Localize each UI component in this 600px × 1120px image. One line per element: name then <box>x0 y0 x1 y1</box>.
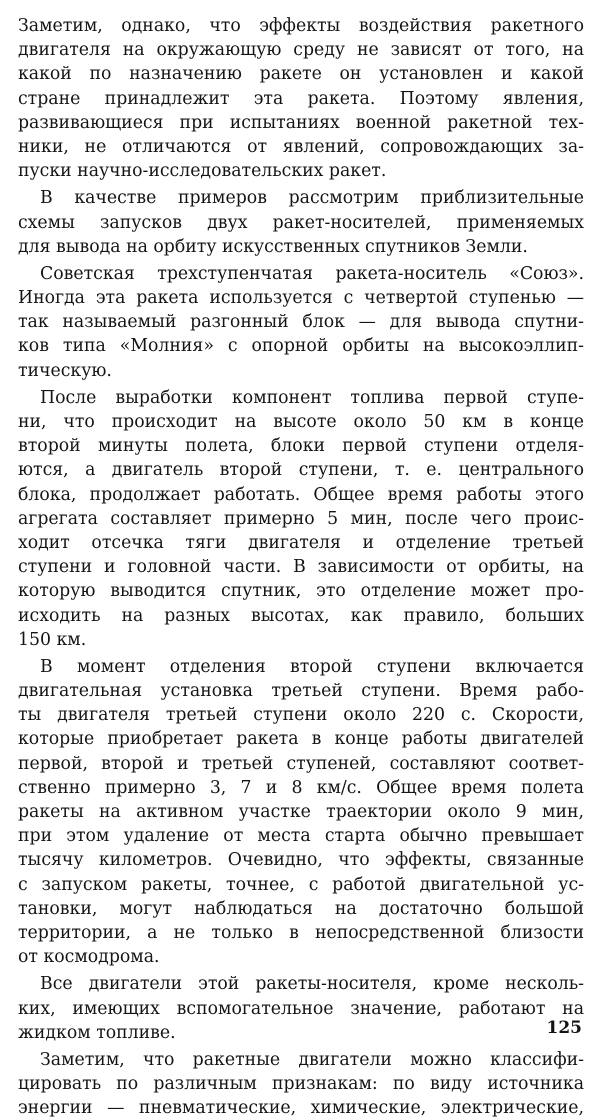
text-line: Заметим, однако, что эффекты воздействия ракетного <box>18 16 584 36</box>
text-line: которые приобретает ракета в конце работы двигателей <box>18 729 584 750</box>
text-line: тысячу километров. Очевидно, что эффекты, связанные <box>18 850 584 871</box>
text-line: с запуском ракеты, точнее, с работой двигательной ус- <box>18 874 584 895</box>
text-line: ких, имеющих вспомогательное значение, работают на <box>18 998 584 1019</box>
text-line: ракеты на активном участке траектории около 9 мин, <box>18 802 584 822</box>
text-line: В момент отделения второй ступени включается <box>40 656 584 677</box>
text-line: развивающиеся при испытаниях военной ракетной тех- <box>18 112 584 133</box>
text-line: 150 км. <box>18 629 87 650</box>
text-line: Советская трехступенчатая ракета-носитель «Союз». <box>40 263 584 284</box>
text-line: Иногда эта ракета используется с четвертой ступенью — <box>18 288 584 309</box>
text-line: стране принадлежит эта ракета. Поэтому явления, <box>18 88 584 109</box>
text-line: схемы запусков двух ракет-носителей, применяемых <box>18 212 584 233</box>
text-line: тановки, могут наблюдаться на достаточно большой <box>18 898 584 919</box>
text-line: ты двигателя третьей ступени около 220 с. Скорости, <box>18 705 584 726</box>
text-line: Все двигатели этой ракеты-носителя, кроме несколь- <box>40 974 584 995</box>
paragraph <box>18 655 584 969</box>
text-line: ники, не отличаются от явлений, сопровождающих за- <box>18 136 584 157</box>
text-line: В качестве примеров рассмотрим приблизительные <box>40 188 584 209</box>
text-line: двигателя на окружающую среду не зависят от того, на <box>18 40 584 61</box>
text-line: ков типа «Молния» с опорной орбиты на высокоэллип- <box>18 336 584 357</box>
text-line: при этом удаление от места старта обычно превышает <box>18 826 584 847</box>
text-line: исходить на разных высотах, как правило, больших <box>18 605 584 626</box>
text-line: от космодрома. <box>18 947 160 968</box>
paragraph <box>18 14 584 183</box>
text-line: какой по назначению ракете он установлен и какой <box>18 64 584 85</box>
text-line: ни, что происходит на высоте около 50 км в конце <box>18 412 584 432</box>
text-line: ственно примерно 3, 7 и 8 км/с. Общее время полета <box>18 777 584 798</box>
text-line: После выработки компонент топлива первой ступе- <box>40 387 584 408</box>
page-text <box>18 14 584 1120</box>
text-line: так называемый разгонный блок — для вывода спутни- <box>18 312 584 333</box>
paragraph <box>18 972 584 1045</box>
text-line: ступени и головной части. В зависимости от орбиты, на <box>18 557 584 578</box>
text-line: ются, а двигатель второй ступени, т. е. центрального <box>18 460 584 481</box>
text-line: цировать по различным признакам: по виду источника <box>18 1074 584 1095</box>
text-line: тическую. <box>18 360 112 381</box>
paragraph <box>18 1048 584 1120</box>
text-line: для вывода на орбиту искусственных спутников Земли. <box>18 236 528 257</box>
text-line: первой, второй и третьей ступеней, составляют соответ- <box>18 753 584 774</box>
text-line: пуски научно-исследовательских ракет. <box>18 161 387 182</box>
text-line: второй минуты полета, блоки первой ступени отделя- <box>18 436 584 457</box>
text-line: Заметим, что ракетные двигатели можно классифи- <box>40 1049 584 1070</box>
text-line: блока, продолжает работать. Общее время работы этого <box>18 484 584 505</box>
text-line: которую выводится спутник, это отделение может про- <box>18 581 584 602</box>
text-line: территории, а не только в непосредственной близости <box>18 922 584 943</box>
text-line: жидком топливе. <box>18 1022 176 1043</box>
text-line: энергии — пневматические, химические, электрические, <box>18 1098 584 1119</box>
text-line: ходит отсечка тяги двигателя и отделение третьей <box>18 532 584 553</box>
text-line: агрегата составляет примерно 5 мин, после чего проис- <box>18 508 584 529</box>
paragraph <box>18 262 584 383</box>
page-number: 125 <box>546 1018 582 1038</box>
text-line: двигательная установка третьей ступени. Время рабо- <box>18 681 584 702</box>
paragraph <box>18 386 584 652</box>
paragraph <box>18 186 584 259</box>
